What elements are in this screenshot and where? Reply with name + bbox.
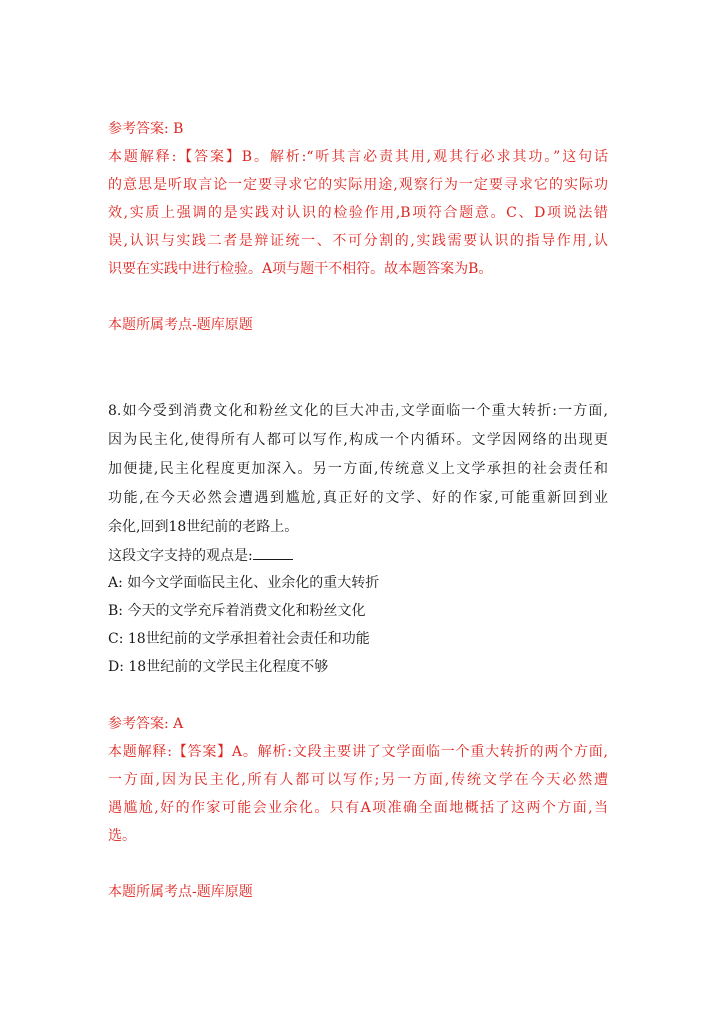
q8-question <box>108 545 608 566</box>
q7-explanation-line-5: 识要在实践中进行检验。A项与题干不相符。故本题答案为B。 <box>108 261 493 277</box>
q8-stem-line-3: 加便捷,民主化程度更加深入。另一方面,传统意义上文学承担的社会责任和 <box>108 461 608 477</box>
q7-explanation-line-4: 误,认识与实践二者是辩证统一、不可分割的,实践需要认识的指导作用,认 <box>108 233 608 249</box>
q8-question-text: 这段文字支持的观点是: <box>108 548 253 564</box>
q8-option-d: D: 18世纪前的文学民主化程度不够 <box>108 659 329 675</box>
q8-category: 本题所属考点-题库原题 <box>108 884 253 900</box>
q7-category: 本题所属考点-题库原题 <box>108 317 253 333</box>
q8-explanation-line-4: 选。 <box>108 828 136 844</box>
q7-explanation-line-3: 效,实质上强调的是实践对认识的检验作用,B项符合题意。C、D项说法错 <box>108 205 608 221</box>
q8-explanation-line-2: 一方面,因为民主化,所有人都可以写作;另一方面,传统文学在今天必然遭 <box>108 772 608 788</box>
q8-option-b: B: 今天的文学充斥着消费文化和粉丝文化 <box>108 603 366 619</box>
q8-answer-line: 参考答案: A <box>108 716 184 732</box>
q7-answer-line: 参考答案: B <box>108 121 184 137</box>
answer-blank <box>253 545 293 560</box>
q8-option-a: A: 如今文学面临民主化、业余化的重大转折 <box>108 575 380 591</box>
q8-stem-line-1: 8.如今受到消费文化和粉丝文化的巨大冲击,文学面临一个重大转折:一方面, <box>108 403 608 419</box>
q7-explanation-line-1: 本题解释:【答案】B。解析:“听其言必责其用,观其行必求其功。”这句话 <box>108 149 608 165</box>
q8-explanation-line-1: 本题解释:【答案】A。解析:文段主要讲了文学面临一个重大转折的两个方面, <box>108 744 608 760</box>
q8-stem-line-2: 因为民主化,使得所有人都可以写作,构成一个内循环。文学因网络的出现更 <box>108 432 608 448</box>
q8-explanation-line-3: 遇尴尬,好的作家可能会业余化。只有A项准确全面地概括了这两个方面,当 <box>108 800 608 816</box>
q8-option-c: C: 18世纪前的文学承担着社会责任和功能 <box>108 631 370 647</box>
q7-explanation-line-2: 的意思是听取言论一定要寻求它的实际用途,观察行为一定要寻求它的实际功 <box>108 177 608 193</box>
q8-stem-line-5: 余化,回到18世纪前的老路上。 <box>108 519 299 535</box>
q8-stem-line-4: 功能,在今天必然会遭遇到尴尬,真正好的文学、好的作家,可能重新回到业 <box>108 490 608 506</box>
